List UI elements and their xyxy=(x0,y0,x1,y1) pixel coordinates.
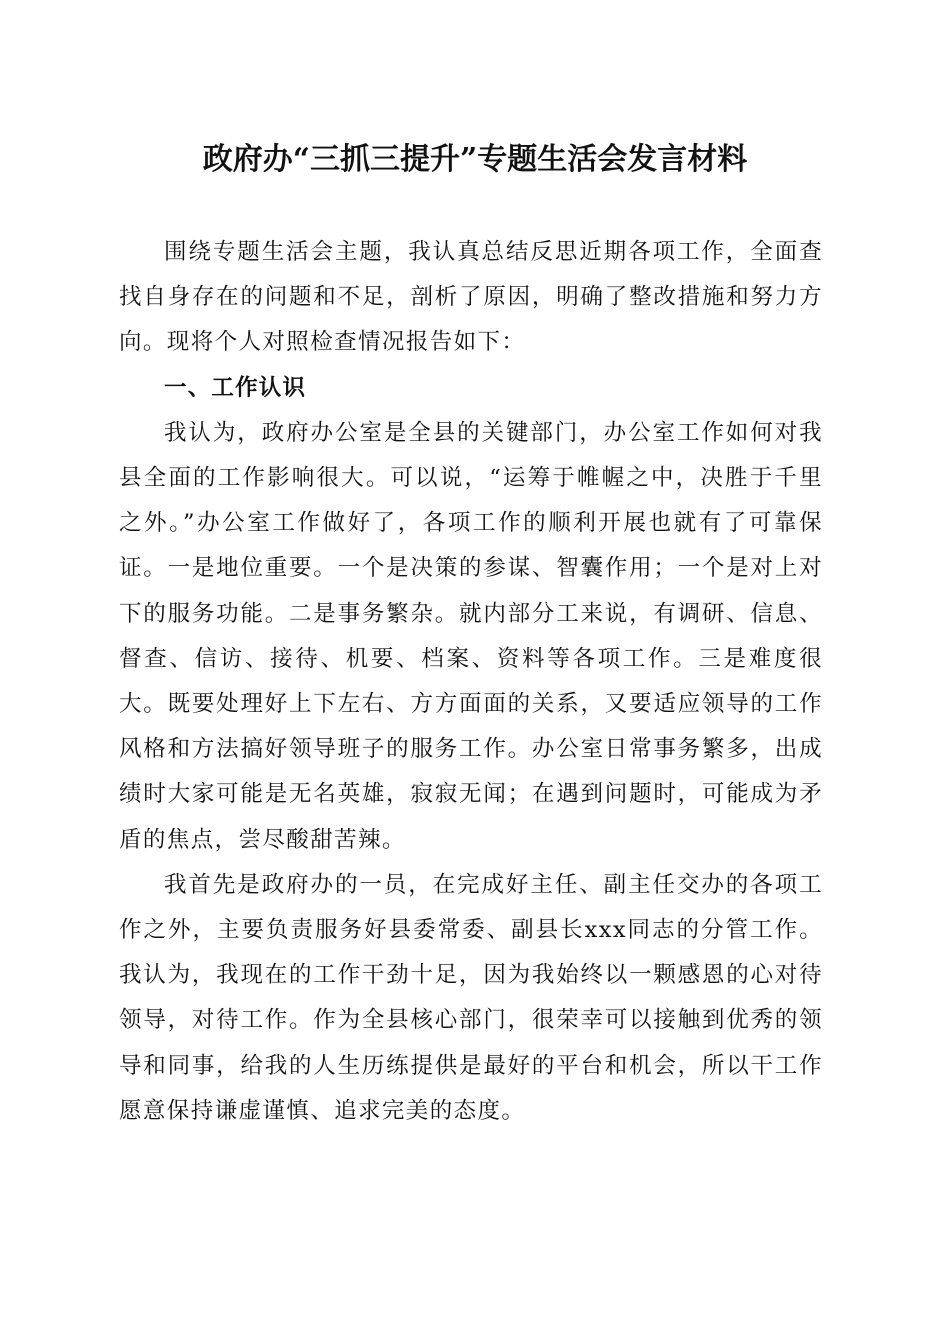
document-title: 政府办“三抓三提升”专题生活会发言材料 xyxy=(202,142,748,177)
document-body xyxy=(119,230,823,1134)
body-paragraph: 我首先是政府办的一员，在完成好主任、副主任交办的各项工作之外，主要负责服务好县委常委、副县长xxx同志的分管工作。我认为，我现在的工作干劲十足，因为我始终以一颗感恩的心对待领导，对待工作。作为全县核心部门，很荣幸可以接触到优秀的领导和同事，给我的人生历练提供是最好的平台和机会，所以干工作愿意保持谦虚谨慎、追求完美的态度。 xyxy=(119,871,823,1124)
body-paragraph: 我认为，政府办公室是全县的关键部门，办公室工作如何对我县全面的工作影响很大。可以说，“运筹于帷幄之中，决胜于千里之外。”办公室工作做好了，各项工作的顺利开展也就有了可靠保证。一是地位重要。一个是决策的参谋、智囊作用；一个是对上对下的服务功能。二是事务繁杂。就内部分工来说，有调研、信息、督查、信访、接待、机要、档案、资料等各项工作。三是难度很大。既要处理好上下左右、方方面面的关系，又要适应领导的工作风格和方法搞好领导班子的服务工作。办公室日常事务繁多，出成绩时大家可能是无名英雄，寂寂无闻；在遇到问题时，可能成为矛盾的焦点，尝尽酸甜苦辣。 xyxy=(119,419,823,853)
section-heading-work-understanding: 一、工作认识 xyxy=(164,374,307,401)
intro-paragraph: 围绕专题生活会主题，我认真总结反思近期各项工作，全面查找自身存在的问题和不足，剖析了原因，明确了整改措施和努力方向。现将个人对照检查情况报告如下： xyxy=(119,239,823,356)
